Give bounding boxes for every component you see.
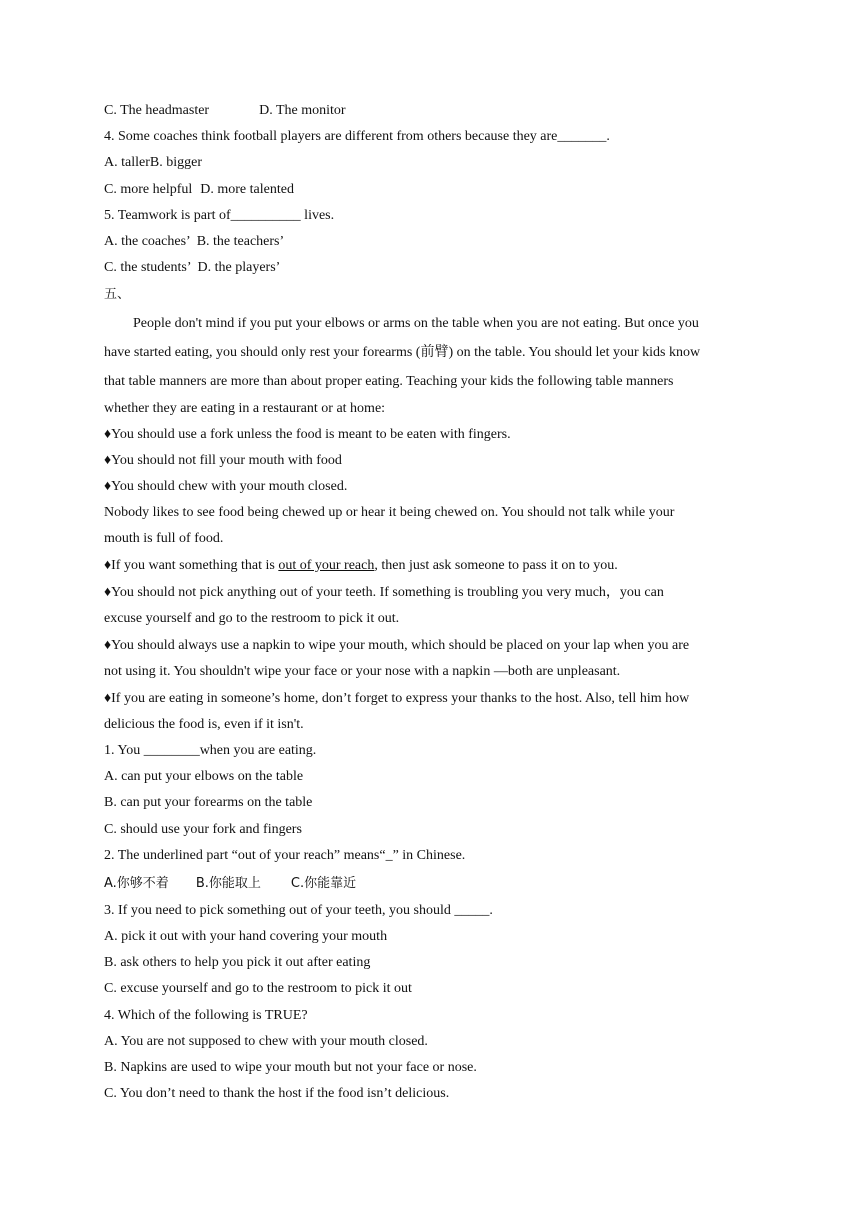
bullet-teeth: ♦You should not pick anything out of your teeth. If something is troubling you very much，you can	[104, 584, 664, 600]
option-a: A. the coaches’	[104, 233, 191, 249]
passage-line: mouth is full of food.	[104, 531, 224, 547]
passage-line: whether they are eating in a restaurant or at home:	[104, 400, 386, 416]
option-c: C.你能靠近	[290, 875, 357, 891]
q4-option-a: A. You are not supposed to chew with your mouth closed.	[104, 1033, 428, 1049]
bullet-host-cont: delicious the food is, even if it isn't.	[104, 716, 304, 732]
passage-line: have started eating, you should only rest your forearms (前臂) on the table. You should let your kids know	[104, 344, 701, 360]
bullet-fill-mouth: ♦You should not fill your mouth with food	[104, 452, 342, 468]
option-a: A.你够不着	[104, 875, 169, 891]
bullet-fork: ♦You should use a fork unless the food is meant to be eaten with fingers.	[104, 426, 511, 442]
prev-q5-stem: 5. Teamwork is part of__________ lives.	[104, 207, 335, 223]
q4-option-b: B. Napkins are used to wipe your mouth but not your face or nose.	[104, 1060, 477, 1075]
q1-option-a: A. can put your elbows on the table	[104, 769, 304, 785]
bullet-napkin-cont: not using it. You shouldn't wipe your face or your nose with a napkin —both are unpleasant.	[104, 664, 621, 680]
document-page	[104, 98, 764, 1107]
bullet-text: , then just ask someone to pass it on to you.	[374, 557, 618, 573]
q2-stem: 2. The underlined part “out of your reach” means“_” in Chinese.	[104, 847, 466, 863]
q3-option-b: B. ask others to help you pick it out after eating	[104, 955, 371, 971]
q3-option-c: C. excuse yourself and go to the restroom to pick it out	[104, 981, 412, 997]
bullet-reach	[104, 553, 764, 579]
option-a: A. taller	[104, 155, 150, 171]
q2-options	[104, 869, 764, 898]
prev-q4-stem: 4. Some coaches think football players are different from others because they are_______.	[104, 129, 610, 145]
bullet-host: ♦If you are eating in someone’s home, don’t forget to express your thanks to the host. Also, tell him how	[104, 690, 690, 706]
option-c: C. more helpful	[104, 181, 193, 197]
bullet-chew: ♦You should chew with your mouth closed.	[104, 479, 348, 495]
option-d: D. more talented	[200, 181, 294, 197]
bullet-text: ♦If you want something that is	[104, 557, 279, 573]
q4-stem: 4. Which of the following is TRUE?	[104, 1007, 308, 1023]
option-d: D. The monitor	[259, 103, 346, 118]
q3-stem: 3. If you need to pick something out of your teeth, you should _____.	[104, 902, 493, 918]
option-d: D. the players’	[197, 260, 281, 276]
q1-option-c: C. should use your fork and fingers	[104, 821, 302, 837]
option-b: B. the teachers’	[196, 233, 285, 249]
q1-option-b: B. can put your forearms on the table	[104, 795, 313, 811]
prev-q4-options-cd	[104, 177, 764, 203]
option-b: B. bigger	[149, 155, 202, 171]
prev-q5-options-ab	[104, 229, 764, 255]
prev-q4-options-ab	[104, 150, 764, 176]
q3-option-a: A. pick it out with your hand covering your mouth	[104, 929, 388, 945]
bullet-teeth-cont: excuse yourself and go to the restroom to pick it out.	[104, 611, 400, 626]
section-heading: 五、	[104, 287, 131, 303]
option-b: B.你能取上	[195, 875, 261, 891]
bullet-napkin: ♦You should always use a napkin to wipe your mouth, which should be placed on your lap when you are	[104, 638, 690, 654]
underlined-phrase: out of your reach	[278, 557, 375, 573]
option-c: C. The headmaster	[104, 103, 210, 118]
passage-line: Nobody likes to see food being chewed up or hear it being chewed on. You should not talk while your	[104, 505, 675, 521]
prev-q5-options-cd	[104, 255, 764, 281]
prev-q3-options-cd	[104, 98, 764, 124]
q4-option-c: C. You don’t need to thank the host if the food isn’t delicious.	[104, 1086, 450, 1102]
passage-line: that table manners are more than about proper eating. Teaching your kids the following table manners	[104, 373, 674, 389]
passage-line: People don't mind if you put your elbows or arms on the table when you are not eating. But once you	[133, 315, 699, 331]
option-c: C. the students’	[104, 260, 192, 276]
q1-stem: 1. You ________when you are eating.	[104, 742, 317, 758]
